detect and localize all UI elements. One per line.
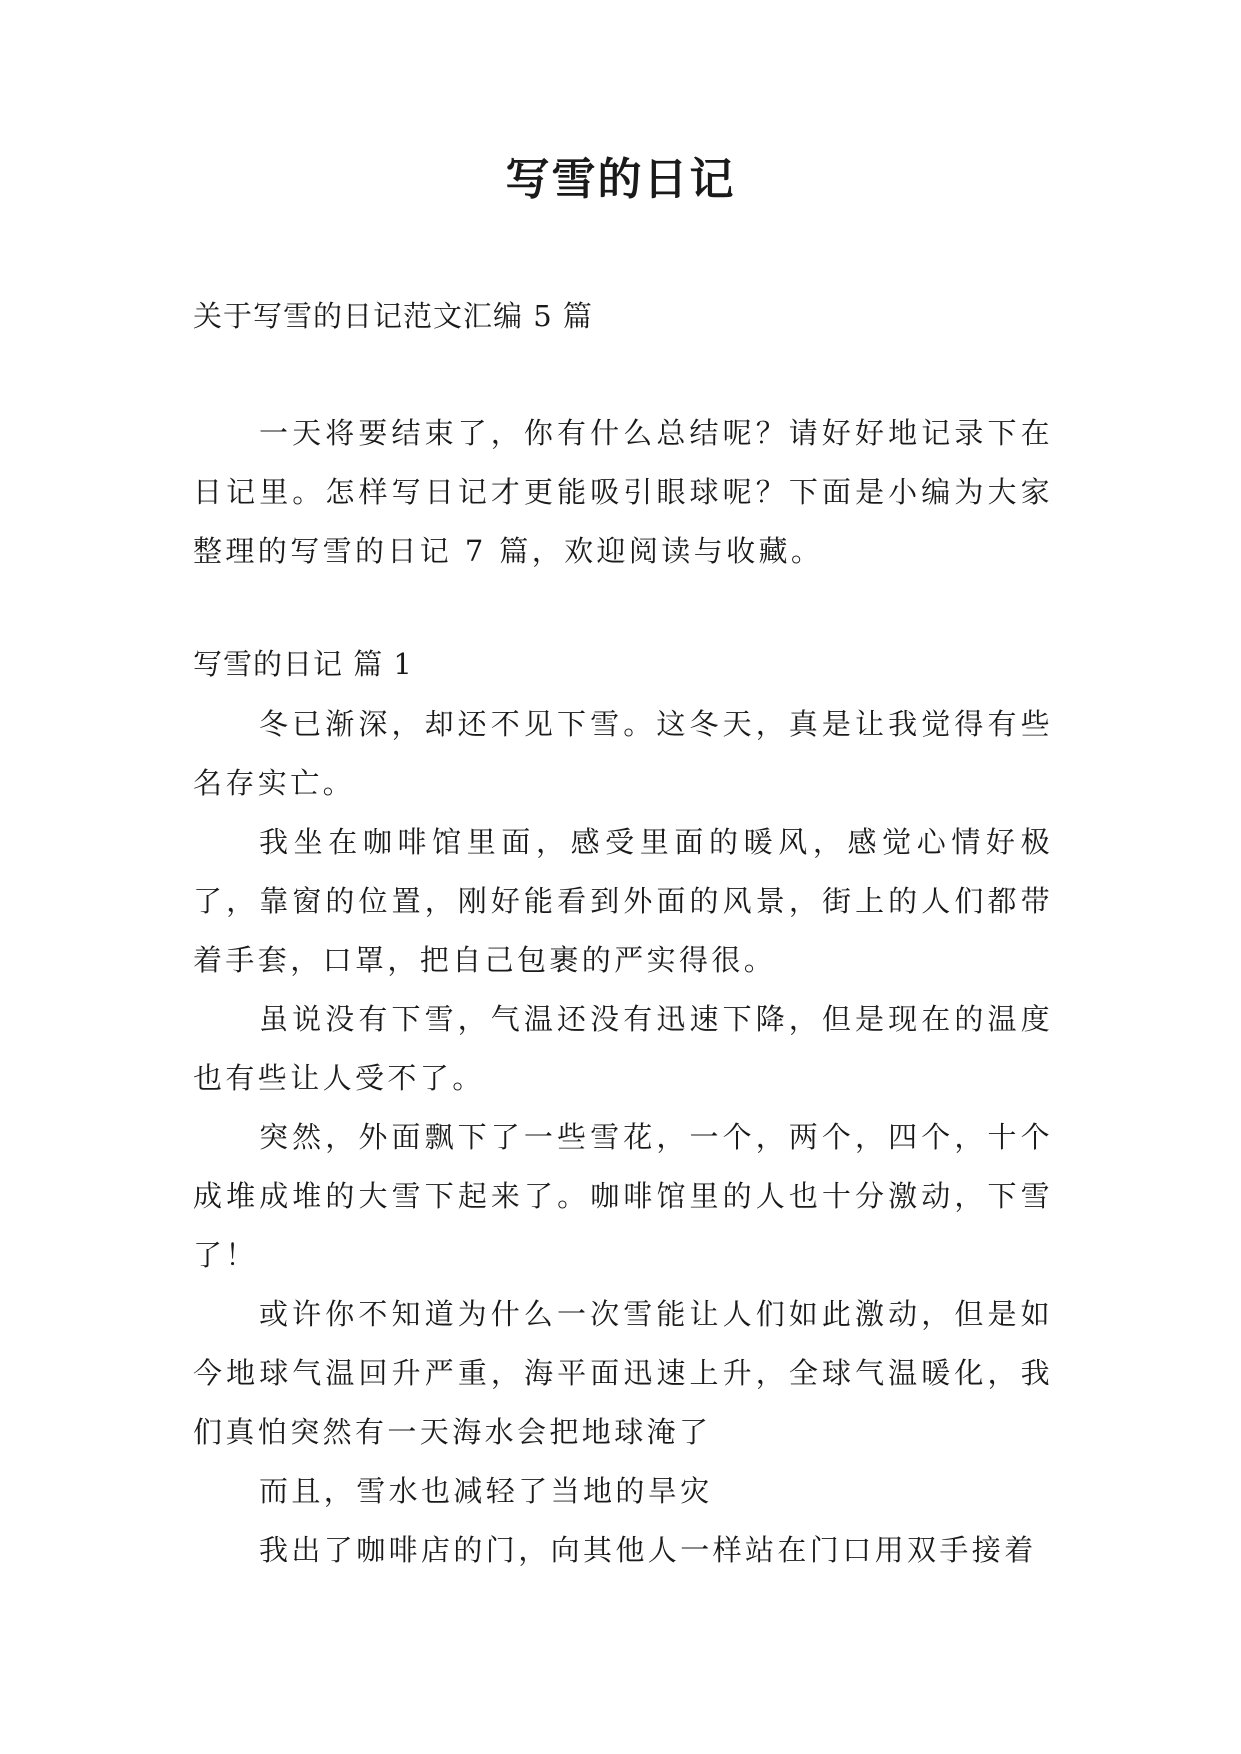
paragraph: 而且，雪水也减轻了当地的旱灾 bbox=[259, 1474, 713, 1508]
document-title: 写雪的日记 bbox=[505, 154, 736, 205]
paragraph: 或许你不知道为什么一次雪能让人们如此激动，但是如今地球气温回升严重，海平面迅速上升，全球气温暖化，我们真怕突然有一天海水会把地球淹了 bbox=[193, 1297, 1053, 1449]
paragraph: 冬已渐深，却还不见下雪。这冬天，真是让我觉得有些名存实亡。 bbox=[193, 707, 1053, 800]
paragraph: 突然，外面飘下了一些雪花，一个，两个，四个，十个成堆成堆的大雪下起来了。咖啡馆里的人也十分激动，下雪了！ bbox=[193, 1120, 1053, 1272]
paragraph: 我出了咖啡店的门，向其他人一样站在门口用双手接着 bbox=[259, 1533, 1037, 1567]
section-heading: 写雪的日记 篇 1 bbox=[193, 647, 413, 681]
intro-block bbox=[193, 404, 1053, 581]
intro-paragraph: 一天将要结束了，你有什么总结呢？请好好地记录下在日记里。怎样写日记才更能吸引眼球呢？下面是小编为大家整理的写雪的日记 7 篇，欢迎阅读与收藏。 bbox=[193, 416, 1053, 568]
article-body bbox=[193, 695, 1053, 1580]
paragraph: 我坐在咖啡馆里面，感受里面的暖风，感觉心情好极了，靠窗的位置，刚好能看到外面的风景，街上的人们都带着手套，口罩，把自己包裹的严实得很。 bbox=[193, 825, 1053, 977]
document-subtitle: 关于写雪的日记范文汇编 5 篇 bbox=[193, 299, 593, 333]
paragraph: 虽说没有下雪，气温还没有迅速下降，但是现在的温度也有些让人受不了。 bbox=[193, 1002, 1053, 1095]
